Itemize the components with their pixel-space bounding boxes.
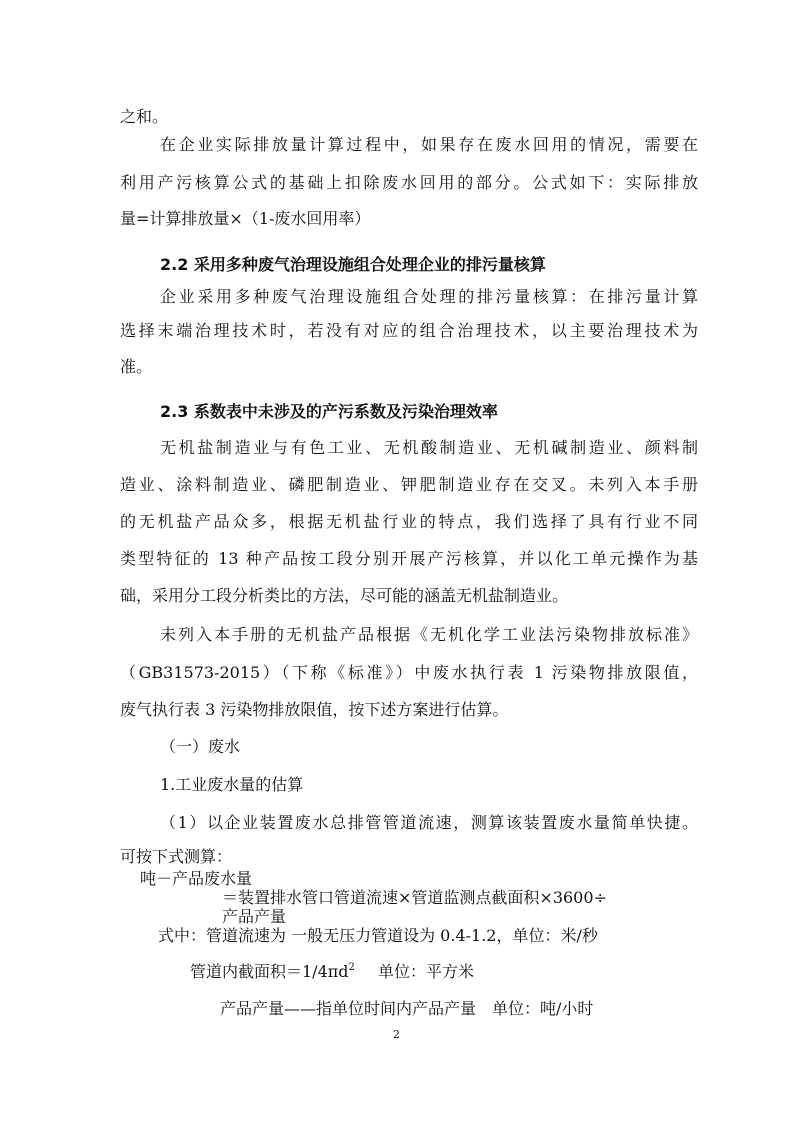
paragraph-line: （1）以企业装置废水总排管管道流速，测算该装置废水量简单快捷。 [160,813,698,832]
paragraph-line: （GB31573-2015）（下称《标准》）中废水执行表 1 污染物排放限值， [120,663,698,682]
paragraph-line: 准。 [120,357,153,376]
formula-note: 式中：管道流速为 一般无压力管道设为 0.4-1.2，单位：米/秒 [158,926,598,945]
paragraph-line: 在企业实际排放量计算过程中，如果存在废水回用的情况，需要在 [160,135,698,154]
paragraph-line: 造业、涂料制造业、磷肥制造业、钾肥制造业存在交叉。未列入本手册 [120,475,698,494]
area-formula-exponent: 2 [348,962,355,973]
formula-note: 产品产量——指单位时间内产品产量 单位：吨/小时 [220,999,594,1018]
paragraph-line: 未列入本手册的无机盐产品根据《无机化学工业法污染物排放标准》 [160,625,698,644]
formula-denominator: 产品产量 [222,907,287,926]
formula-area [190,961,474,986]
section-heading: 2.3 系数表中未涉及的产污系数及污染治理效率 [160,402,498,421]
page-number: 2 [393,1028,400,1041]
paragraph-line: 无机盐制造业与有色工业、无机酸制造业、无机碱制造业、颜料制 [160,438,698,457]
paragraph-line: 废气执行表 3 污染物排放限值，按下述方案进行估算。 [120,700,509,719]
subsection-heading: （一）废水 [160,737,241,756]
paragraph-line: 础，采用分工段分析类比的方法，尽可能的涵盖无机盐制造业。 [120,586,569,605]
paragraph-line: 类型特征的 13 种产品按工段分别开展产污核算，并以化工单元操作为基 [120,549,698,568]
paragraph-line: 的无机盐产品众多，根据无机盐行业的特点，我们选择了具有行业不同 [120,512,698,531]
paragraph-line: 企业采用多种废气治理设施组合处理的排污量核算：在排污量计算 [160,287,698,306]
section-heading: 2.2 采用多种废气治理设施组合处理企业的排污量核算 [160,255,546,274]
paragraph-line: 量=计算排放量×（1-废水回用率） [120,209,371,228]
area-unit: 单位：平方米 [377,962,474,981]
paragraph-line: 利用产污核算公式的基础上扣除废水回用的部分。公式如下：实际排放 [120,173,698,192]
subsection-heading: 1.工业废水量的估算 [160,775,304,794]
paragraph-line: 之和。 [120,107,169,126]
formula-body: ＝装置排水管口管道流速×管道监测点截面积×3600÷ [222,888,607,907]
formula-label: 吨－产品废水量 [140,869,253,888]
paragraph-line: 可按下式测算： [120,847,233,866]
paragraph-line: 选择末端治理技术时，若没有对应的组合治理技术，以主要治理技术为 [120,321,698,340]
area-formula-text: 管道内截面积＝1/4πd [190,962,349,981]
